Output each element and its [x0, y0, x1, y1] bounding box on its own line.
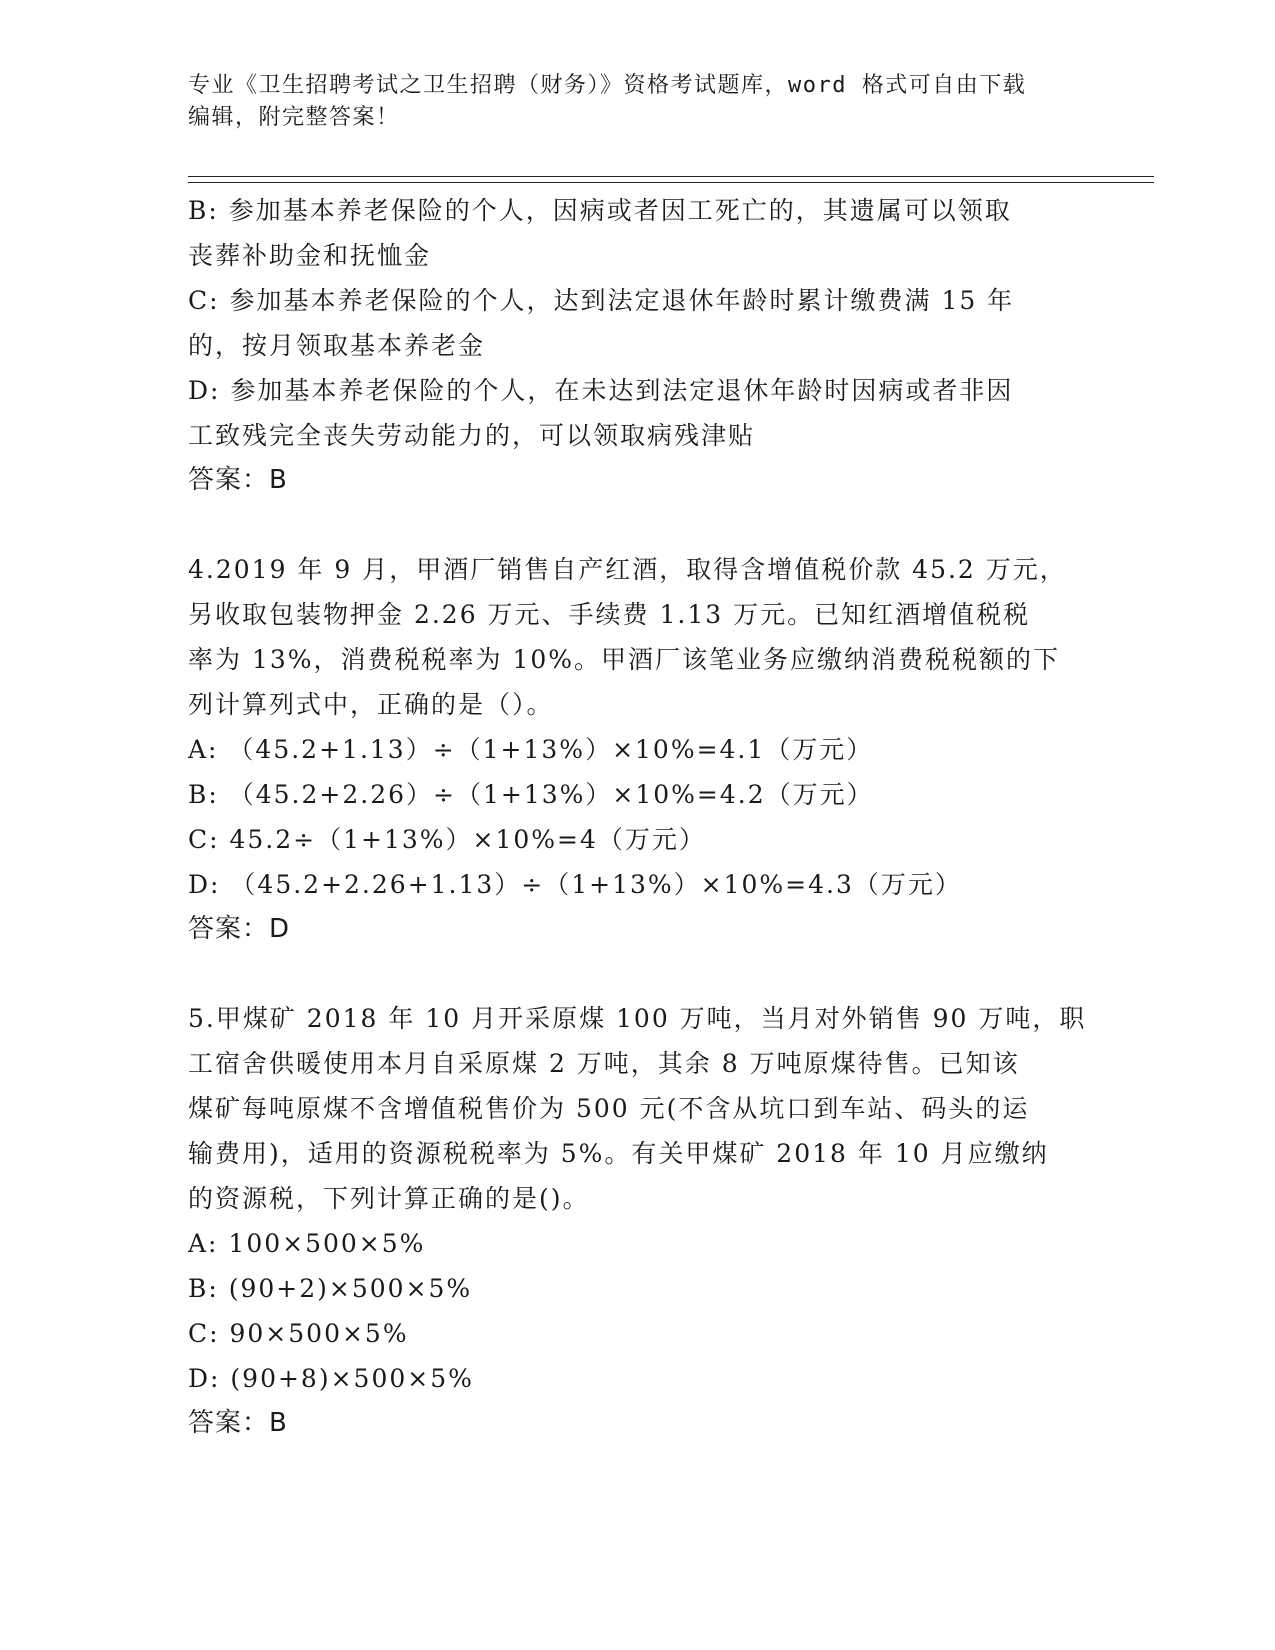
q4-option-d: D: （45.2+2.26+1.13）÷（1+13%）×10%=4.3（万元） — [188, 870, 962, 899]
q5-option-b: B: (90+2)×500×5% — [188, 1274, 473, 1303]
q4-option-a: A: （45.2+1.13）÷（1+13%）×10%=4.1（万元） — [188, 735, 874, 764]
q3-option-c-line-1: C: 参加基本养老保险的个人，达到法定退休年龄时累计缴费满 15 年 — [188, 286, 1015, 315]
question-4 — [188, 547, 1088, 952]
header-divider-top — [188, 176, 1154, 177]
document-header — [188, 70, 1088, 134]
q5-stem-line-5: 的资源税，下列计算正确的是()。 — [188, 1184, 590, 1213]
q3-option-c-line-2: 的，按月领取基本养老金 — [188, 331, 486, 360]
q5-stem-line-1: 5.甲煤矿 2018 年 10 月开采原煤 100 万吨，当月对外销售 90 万吨，职 — [188, 1004, 1087, 1033]
header-title-line-2: 编辑，附完整答案！ — [188, 105, 400, 130]
spacer — [188, 503, 1088, 547]
q5-answer: 答案：B — [188, 1408, 288, 1438]
q4-answer: 答案：D — [188, 914, 291, 944]
q5-stem-line-4: 输费用)，适用的资源税税率为 5%。有关甲煤矿 2018 年 10 月应缴纳 — [188, 1139, 1049, 1168]
q3-option-d-line-1: D: 参加基本养老保险的个人，在未达到法定退休年龄时因病或者非因 — [188, 376, 1014, 405]
q4-option-b: B: （45.2+2.26）÷（1+13%）×10%=4.2（万元） — [188, 780, 874, 809]
q5-option-c: C: 90×500×5% — [188, 1319, 409, 1348]
q3-answer: 答案：B — [188, 465, 288, 495]
q3-option-b-line-2: 丧葬补助金和抚恤金 — [188, 241, 432, 270]
q5-option-d: D: (90+8)×500×5% — [188, 1364, 474, 1393]
question-5 — [188, 996, 1088, 1446]
q4-stem-line-2: 另收取包装物押金 2.26 万元、手续费 1.13 万元。已知红酒增值税税 — [188, 600, 1031, 629]
q5-option-a: A: 100×500×5% — [188, 1229, 426, 1258]
question-3 — [188, 188, 1088, 503]
spacer — [188, 952, 1088, 996]
q4-stem-line-3: 率为 13%，消费税税率为 10%。甲酒厂该笔业务应缴纳消费税税额的下 — [188, 645, 1061, 674]
q5-stem-line-3: 煤矿每吨原煤不含增值税售价为 500 元(不含从坑口到车站、码头的运 — [188, 1094, 1030, 1123]
header-title-line-1: 专业《卫生招聘考试之卫生招聘（财务）》资格考试题库，word 格式可自由下载 — [188, 73, 1027, 98]
header-divider-bottom — [188, 182, 1154, 183]
question-content — [188, 188, 1088, 1446]
q5-stem-line-2: 工宿舍供暖使用本月自采原煤 2 万吨，其余 8 万吨原煤待售。已知该 — [188, 1049, 1020, 1078]
q4-stem-line-4: 列计算列式中，正确的是（）。 — [188, 690, 554, 719]
q3-option-b-line-1: B: 参加基本养老保险的个人，因病或者因工死亡的，其遗属可以领取 — [188, 196, 1012, 225]
q4-stem-line-1: 4.2019 年 9 月，甲酒厂销售自产红酒，取得含增值税价款 45.2 万元， — [188, 555, 1067, 584]
q4-option-c: C: 45.2÷（1+13%）×10%=4（万元） — [188, 825, 706, 854]
q3-option-d-line-2: 工致残完全丧失劳动能力的，可以领取病残津贴 — [188, 421, 756, 450]
